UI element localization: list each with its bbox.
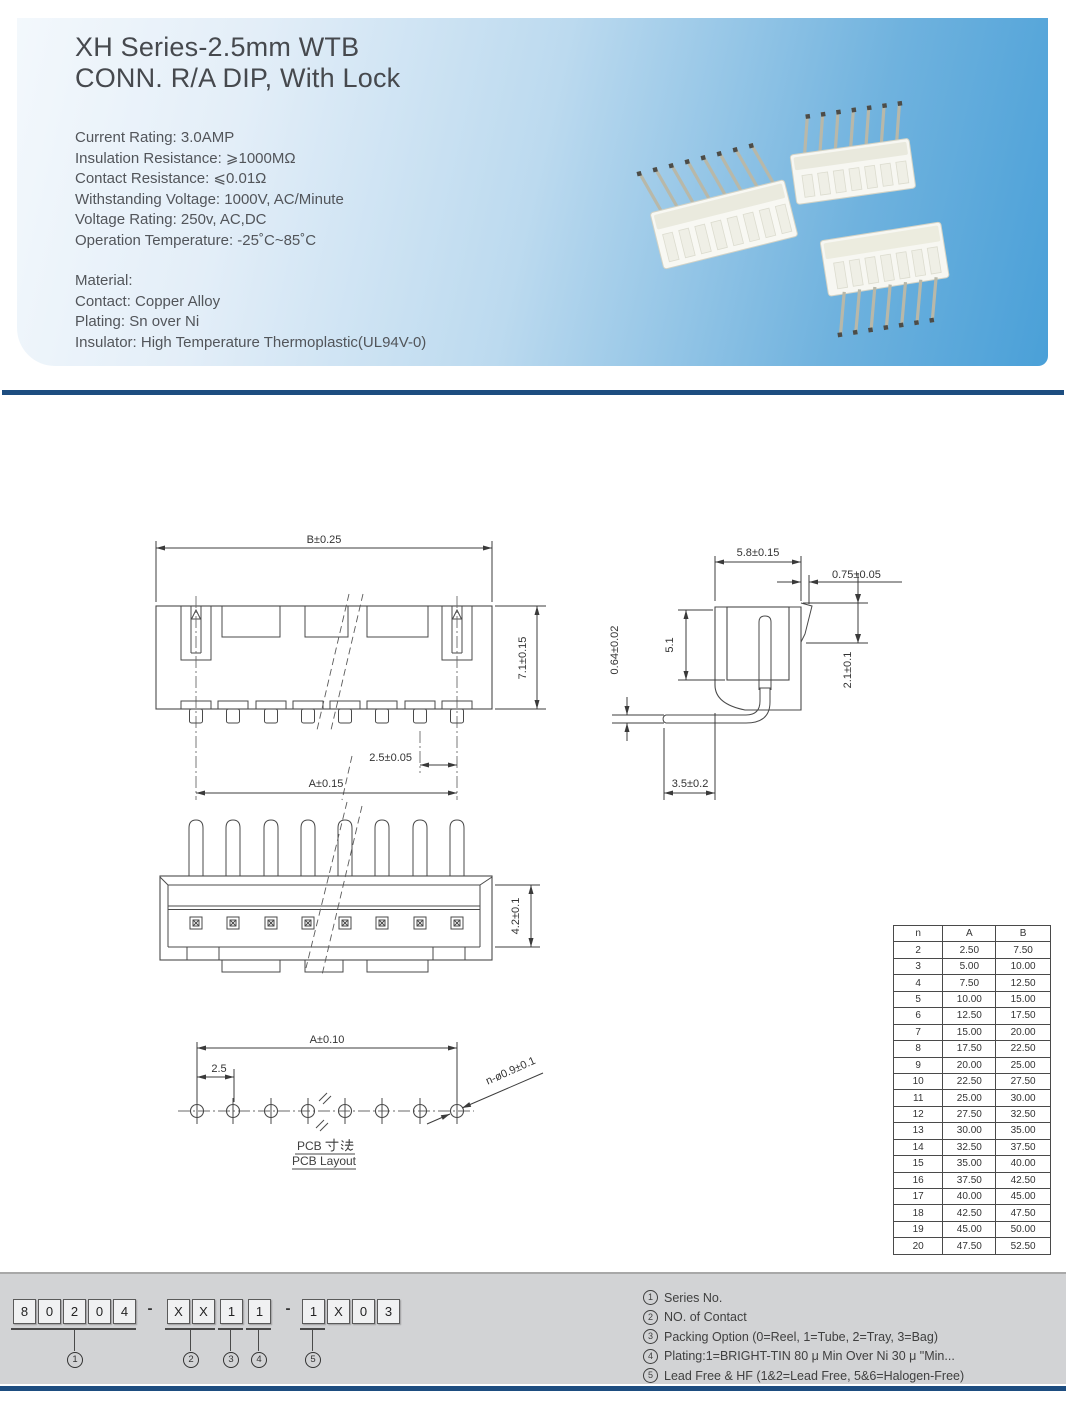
table-cell: 16 [894,1172,943,1188]
table-cell: 35.00 [943,1156,996,1172]
table-cell: 45.00 [996,1189,1051,1205]
part-number-box: 3 [377,1299,400,1324]
front-view-span-dim: A±0.15 [308,778,344,790]
table-cell: 37.50 [943,1172,996,1188]
spec-line: Insulation Resistance: ⩾1000MΩ [75,149,296,167]
material-heading: Material: [75,272,133,289]
table-cell: 6 [894,1008,943,1024]
legend-circled-number: 5 [643,1368,658,1383]
top-view [160,802,540,975]
part-number-box: X [192,1299,215,1324]
table-row [894,1172,1051,1188]
part-number-box: 0 [88,1299,111,1324]
table-row [894,1123,1051,1139]
table-cell: 25.00 [996,1057,1051,1073]
side-view-lead-dim: 0.64±0.02 [609,625,621,675]
table-header-row [894,926,1051,942]
spec-line: Current Rating: 3.0AMP [75,129,235,146]
table-header-cell: n [894,926,943,942]
legend-circled-number: 2 [643,1310,658,1325]
table-row [894,1238,1051,1255]
table-cell: 42.50 [996,1172,1051,1188]
table-cell: 25.00 [943,1090,996,1106]
table-row [894,958,1051,974]
part-number-box: X [167,1299,190,1324]
table-row [894,1156,1051,1172]
table-cell: 2.50 [943,942,996,958]
table-cell: 42.50 [943,1205,996,1221]
table-cell: 15 [894,1156,943,1172]
part-number-box: 1 [302,1299,325,1324]
title-line-2: CONN. R/A DIP, With Lock [75,63,401,93]
table-cell: 2 [894,942,943,958]
legend-item [643,1329,964,1344]
connector-bottom [820,222,956,338]
table-cell: 50.00 [996,1221,1051,1237]
part-number-box: 0 [352,1299,375,1324]
table-row [894,991,1051,1007]
pcb-caption-en: PCB Layout [291,1154,357,1168]
part-number-box: 4 [113,1299,136,1324]
legend-text: NO. of Contact [664,1310,747,1324]
dimension-table [893,925,1051,1255]
side-view-latch-height-dim: 2.1±0.1 [842,651,854,689]
table-row [894,1024,1051,1040]
table-row [894,1139,1051,1155]
table-row [894,1073,1051,1089]
legend-circled-number: 1 [643,1290,658,1305]
table-cell: 52.50 [996,1238,1051,1255]
legend-item [643,1290,964,1305]
callout-number: 3 [223,1352,239,1368]
part-number-box: 8 [13,1299,36,1324]
table-cell: 13 [894,1123,943,1139]
table-cell: 17.50 [943,1041,996,1057]
ordering-legend [643,1290,964,1388]
pcb-span-dim: A±0.10 [309,1034,345,1046]
table-cell: 12.50 [943,1008,996,1024]
divider-rule-bottom [0,1386,1066,1391]
material-list [75,292,426,354]
table-cell: 15.00 [943,1024,996,1040]
table-cell: 32.50 [996,1106,1051,1122]
table-cell: 27.50 [943,1106,996,1122]
side-view-width-dim: 5.8±0.15 [736,547,780,559]
table-row [894,1057,1051,1073]
table-row [894,1189,1051,1205]
table-row [894,1008,1051,1024]
table-cell: 11 [894,1090,943,1106]
table-cell: 30.00 [943,1123,996,1139]
side-view-tail-dim: 3.5±0.2 [671,778,709,790]
table-cell: 10 [894,1073,943,1089]
material-line: Plating: Sn over Ni [75,313,200,331]
table-header-cell: B [996,926,1051,942]
material-line: Insulator: High Temperature Thermoplastic(UL94V-0) [75,333,427,351]
part-number-dash: - [285,1300,291,1317]
legend-text: Plating:1=BRIGHT-TIN 80 μ Min Over Ni 30 μ "Min... [664,1349,955,1363]
side-view-latch-dim: 0.75±0.05 [832,569,881,581]
table-row [894,1221,1051,1237]
table-cell: 10.00 [943,991,996,1007]
callout-leader-line [258,1330,259,1351]
table-row [894,1041,1051,1057]
table-cell: 17 [894,1189,943,1205]
pcb-caption-cjk-glyphs [326,1139,353,1151]
table-cell: 20 [894,1238,943,1255]
table-cell: 30.00 [996,1090,1051,1106]
front-view-width-dim: B±0.25 [306,534,342,546]
table-cell: 22.50 [943,1073,996,1089]
table-header-cell: A [943,926,996,942]
table-cell: 19 [894,1221,943,1237]
callout-number: 2 [183,1352,199,1368]
front-view-height-dim: 7.1±0.15 [517,636,529,680]
table-cell: 27.50 [996,1073,1051,1089]
side-view-cavity-dim: 5.1 [664,637,676,653]
connector-left [636,138,797,270]
page-title [75,32,400,94]
spec-line: Operation Temperature: -25˚C~85˚C [75,231,317,249]
legend-item [643,1368,964,1383]
table-cell: 22.50 [996,1041,1051,1057]
part-number-box: X [327,1299,350,1324]
side-view [609,547,902,800]
table-cell: 7.50 [943,975,996,991]
table-cell: 8 [894,1041,943,1057]
top-view-height-dim: 4.2±0.1 [510,897,522,935]
table-cell: 20.00 [943,1057,996,1073]
legend-text: Series No. [664,1290,723,1305]
callout-leader-line [74,1330,75,1351]
table-row [894,942,1051,958]
table-cell: 5.00 [943,958,996,974]
legend-circled-number: 3 [643,1329,658,1344]
table-row [894,1090,1051,1106]
table-cell: 10.00 [996,958,1051,974]
table-cell: 3 [894,958,943,974]
part-number-box: 0 [38,1299,61,1324]
part-number-dash: - [147,1300,153,1317]
spec-list [75,128,344,252]
table-cell: 14 [894,1139,943,1155]
table-cell: 40.00 [996,1156,1051,1172]
part-number-box: 1 [220,1299,243,1324]
table-cell: 32.50 [943,1139,996,1155]
table-cell: 40.00 [943,1189,996,1205]
callout-leader-line [190,1330,191,1351]
part-number-box: 2 [63,1299,86,1324]
table-cell: 47.50 [996,1205,1051,1221]
legend-text: Packing Option (0=Reel, 1=Tube, 2=Tray, 3=Bag) [664,1329,938,1344]
legend-item [643,1349,964,1364]
legend-item [643,1310,964,1325]
table-cell: 18 [894,1205,943,1221]
legend-circled-number: 4 [643,1349,658,1364]
product-photo [612,73,1052,373]
legend-text: Lead Free & HF (1&2=Lead Free, 5&6=Halogen-Free) [664,1368,965,1383]
connector-top [785,101,916,205]
table-cell: 7.50 [996,942,1051,958]
front-view-pitch-dim: 2.5±0.05 [369,752,412,764]
part-number-box: 1 [248,1299,271,1324]
callout-leader-line [230,1330,231,1351]
table-cell: 20.00 [996,1024,1051,1040]
table-cell: 45.00 [943,1221,996,1237]
table-cell: 47.50 [943,1238,996,1255]
pcb-caption-cn: PCB [297,1139,322,1153]
table-cell: 9 [894,1057,943,1073]
callout-number: 5 [305,1352,321,1368]
pcb-pitch-dim: 2.5 [211,1063,227,1075]
callout-number: 1 [67,1352,83,1368]
spec-line: Voltage Rating: 250v, AC,DC [75,211,267,229]
table-cell: 4 [894,975,943,991]
hero-panel [17,18,1048,366]
table-cell: 37.50 [996,1139,1051,1155]
table-cell: 12 [894,1106,943,1122]
table-cell: 7 [894,1024,943,1040]
table-cell: 15.00 [996,991,1051,1007]
callout-number: 4 [251,1352,267,1368]
table-row [894,1205,1051,1221]
table-row [894,975,1051,991]
front-view [156,534,546,800]
material-line: Contact: Copper Alloy [75,292,221,310]
title-line-1: XH Series-2.5mm WTB [75,32,360,62]
table-cell: 5 [894,991,943,1007]
table-cell: 12.50 [996,975,1051,991]
material-block [75,271,426,353]
pcb-hole-dim: n-ø0.9±0.1 [484,1054,538,1088]
pcb-layout [178,1034,543,1169]
table-cell: 17.50 [996,1008,1051,1024]
spec-line: Withstanding Voltage: 1000V, AC/Minute [75,190,344,208]
spec-line: Contact Resistance: ⩽0.01Ω [75,170,267,188]
table-row [894,1106,1051,1122]
divider-rule-top [2,390,1064,395]
table-cell: 35.00 [996,1123,1051,1139]
ordering-panel [0,1272,1066,1384]
callout-leader-line [312,1330,313,1351]
